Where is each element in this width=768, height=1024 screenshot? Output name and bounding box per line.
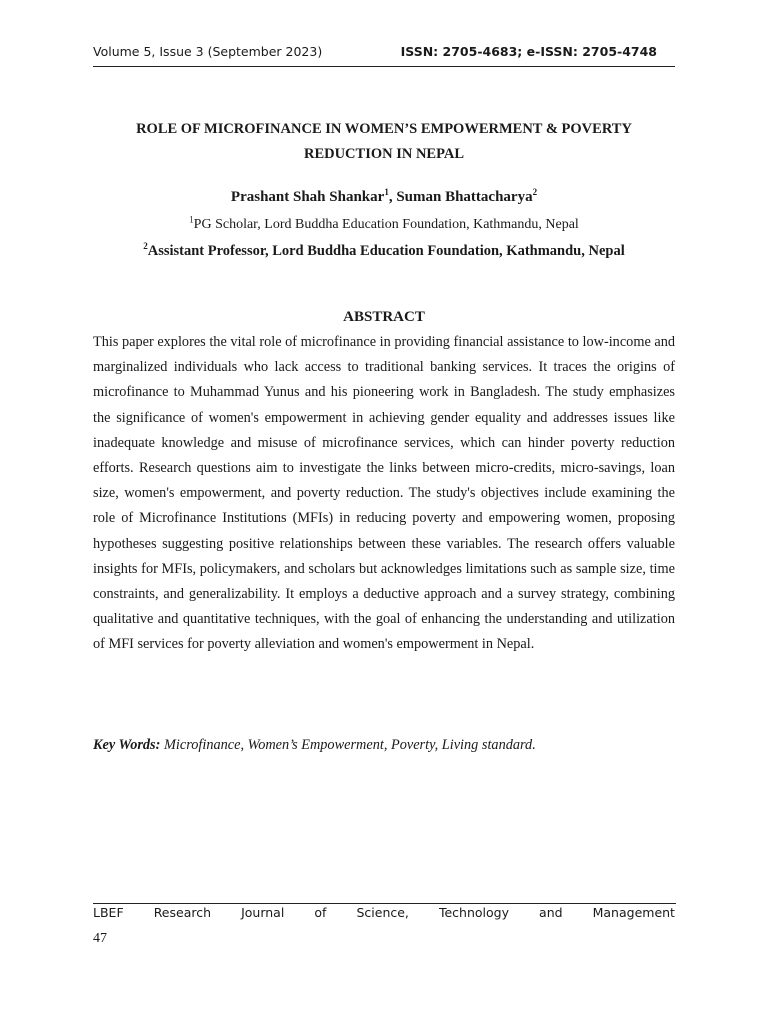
author-1-sup: 1: [384, 187, 389, 197]
affiliation-2: [93, 243, 675, 260]
keywords-label: Key Words:: [93, 737, 161, 753]
affiliation-2-sup: 2: [143, 241, 148, 252]
footer-word: LBEF: [93, 905, 124, 920]
volume-issue: Volume 5, Issue 3 (September 2023): [93, 44, 323, 59]
footer-word: Technology: [438, 905, 509, 920]
affiliation-1-text: PG Scholar, Lord Buddha Education Foundation, Kathmandu, Nepal: [193, 217, 579, 232]
keywords-text: Microfinance, Women’s Empowerment, Poverty, Living standard.: [160, 737, 536, 753]
affiliation-1: [93, 214, 675, 233]
footer-word: Journal: [241, 905, 285, 920]
author-2-sup: 2: [532, 187, 538, 197]
footer-word: Research: [153, 905, 212, 920]
abstract-body: This paper explores the vital role of microfinance in providing financial assistance to low-income and marginalized individuals who lack access to traditional banking services. It traces the origins of microfinance to Muhammad Yunus and his pioneering work in Bangladesh. The study emphasizes the significance of women's empowerment in achieving gender equality and addresses issues like inadequate knowledge and misuse of microfinance services, which can hinder poverty reduction efforts. Research questions aim to investigate the links between micro-credits, micro-savings, loan size, women's empowerment, and poverty reduction. The study's objectives include examining the role of Microfinance Institutions (MFIs) in reducing poverty and empowering women, proposing hypotheses suggesting positive relationships between these variables. The research offers valuable insights for MFIs, policymakers, and scholars but acknowledges limitations such as sample size, time constraints, and generalizability. It employs a deductive approach and a survey strategy, combining qualitative and quantitative techniques, with the goal of enhancing the understanding and utilization of MFI services for poverty alleviation and women's empowerment in Nepal.: [93, 334, 676, 653]
running-footer: [93, 905, 675, 920]
title-line-2: REDUCTION IN NEPAL: [303, 146, 465, 162]
running-header: [93, 42, 675, 67]
footer-word: and: [539, 905, 563, 920]
author-separator: ,: [388, 189, 397, 205]
affiliation-1-sup: 1: [189, 214, 194, 225]
issn-label: ISSN: 2705-4683; e-ISSN: 2705-4748: [400, 44, 657, 59]
footer-divider: [93, 903, 676, 904]
author-1-name: Prashant Shah Shankar: [230, 189, 385, 205]
footer-word: Management: [592, 905, 675, 920]
footer-word: Science,: [356, 905, 409, 920]
page-number: 47: [93, 931, 107, 946]
affiliation-2-text: Assistant Professor, Lord Buddha Education Foundation, Kathmandu, Nepal: [147, 243, 625, 259]
footer-word: of: [314, 905, 327, 920]
title-line-1: ROLE OF MICROFINANCE IN WOMEN’S EMPOWERMENT & POVERTY: [136, 121, 632, 137]
keywords: [93, 737, 675, 754]
author-2-name: Suman Bhattacharya: [396, 189, 533, 205]
author-list: [93, 189, 675, 206]
paper-title: [93, 117, 675, 167]
abstract-heading: ABSTRACT: [343, 309, 425, 325]
